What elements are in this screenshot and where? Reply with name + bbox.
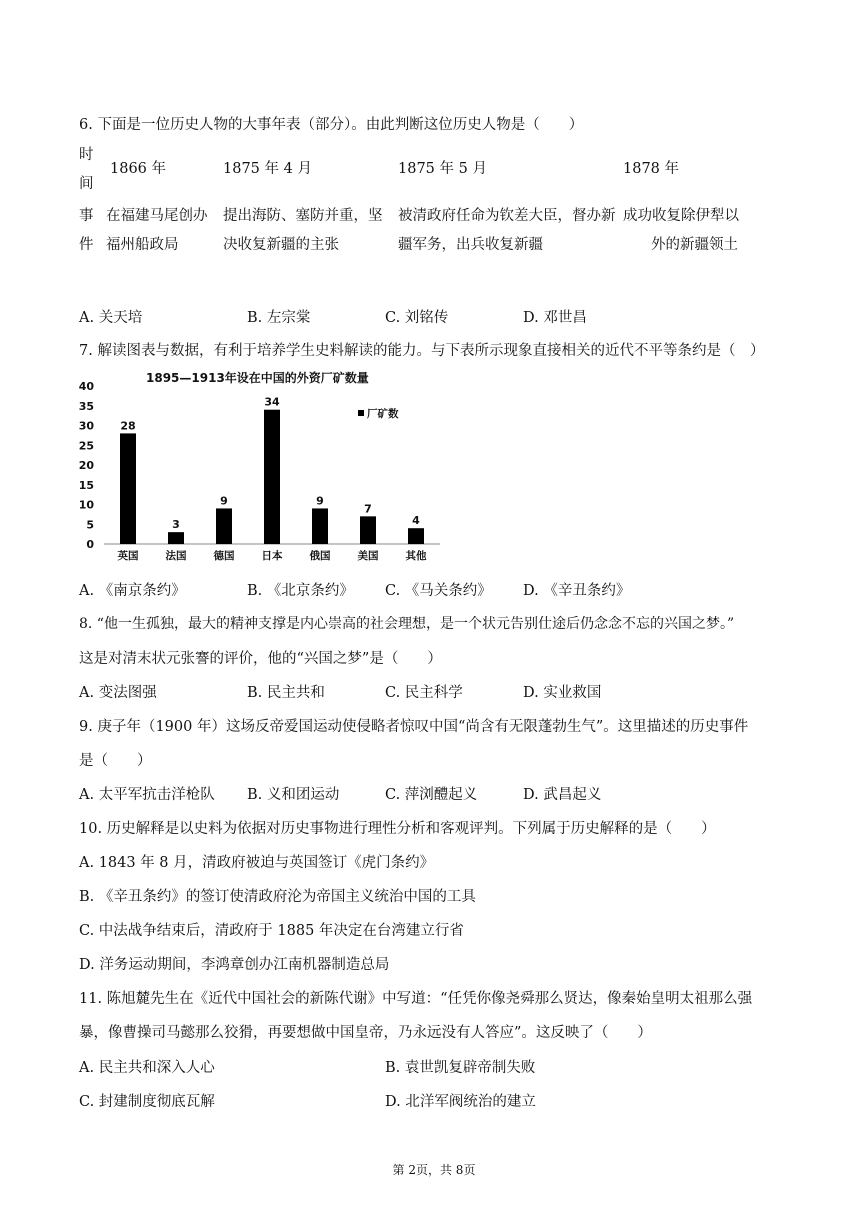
data-label-5: 9 bbox=[316, 494, 324, 508]
data-label-2: 3 bbox=[172, 518, 180, 532]
data-label-1: 28 bbox=[120, 419, 136, 433]
table-label-event-1: 事 bbox=[79, 208, 94, 224]
q6-option-b[interactable]: B. 左宗棠 bbox=[247, 310, 311, 326]
q7-option-b[interactable]: B. 《北京条约》 bbox=[247, 583, 354, 599]
x-tick-label-7: 其他 bbox=[405, 550, 427, 562]
x-tick-label-6: 美国 bbox=[357, 550, 379, 562]
q9-option-a[interactable]: A. 太平军抗击洋枪队 bbox=[79, 787, 215, 803]
x-tick-label-3: 德国 bbox=[213, 550, 235, 562]
q8-option-c[interactable]: C. 民主科学 bbox=[385, 685, 463, 701]
x-tick-label-4: 日本 bbox=[261, 550, 283, 562]
q11-stem-line-2: 暴，像曹操司马懿那么狡猾，再要想做中国皇帝，乃永远没有人答应”。这反映了（ ） bbox=[79, 1025, 652, 1041]
q10-option-c[interactable]: C. 中法战争结束后，清政府于 1885 年决定在台湾建立行省 bbox=[79, 923, 464, 939]
table-time-1: 1866 年 bbox=[110, 161, 167, 177]
q8-option-a[interactable]: A. 变法图强 bbox=[79, 685, 157, 701]
q6-option-c[interactable]: C. 刘铭传 bbox=[385, 310, 449, 326]
q9-stem-line-2: 是（ ） bbox=[79, 753, 152, 769]
y-tick-label: 5 bbox=[86, 518, 94, 532]
q6-option-a[interactable]: A. 关天培 bbox=[79, 310, 143, 326]
foreign-factories-bar-chart bbox=[76, 368, 446, 568]
table-time-3: 1875 年 5 月 bbox=[398, 161, 487, 177]
q7-stem: 7. 解读图表与数据，有利于培养学生史料解读的能力。与下表所示现象直接相关的近代不平等条约是（ ） bbox=[79, 343, 765, 359]
data-label-3: 9 bbox=[220, 494, 228, 508]
q9-option-c[interactable]: C. 萍浏醴起义 bbox=[385, 787, 478, 803]
x-tick-label-2: 法国 bbox=[165, 550, 187, 562]
q11-option-a[interactable]: A. 民主共和深入人心 bbox=[79, 1060, 215, 1076]
q8-stem-line-2: 这是对清末状元张謇的评价，他的“兴国之梦”是（ ） bbox=[79, 651, 442, 667]
legend-swatch bbox=[358, 410, 364, 416]
table-label-time-1: 时 bbox=[79, 147, 94, 163]
y-tick-label: 0 bbox=[86, 538, 94, 551]
bar-1 bbox=[120, 433, 136, 544]
y-tick-label: 30 bbox=[78, 419, 94, 433]
table-event-1-line-1: 在福建马尾创办 bbox=[106, 208, 208, 224]
table-time-2: 1875 年 4 月 bbox=[223, 161, 312, 177]
bar-6 bbox=[360, 516, 376, 544]
bar-2 bbox=[168, 532, 184, 544]
y-tick-label: 35 bbox=[78, 399, 94, 413]
table-time-4: 1878 年 bbox=[623, 161, 680, 177]
q7-option-a[interactable]: A. 《南京条约》 bbox=[79, 583, 186, 599]
table-event-3-line-1: 被清政府任命为钦差大臣，督办新 bbox=[398, 208, 616, 224]
data-label-6: 7 bbox=[364, 502, 372, 516]
q7-option-d[interactable]: D. 《辛丑条约》 bbox=[523, 583, 631, 599]
bar-4 bbox=[264, 410, 280, 544]
y-tick-label: 40 bbox=[78, 380, 94, 393]
q11-option-d[interactable]: D. 北洋军阀统治的建立 bbox=[385, 1094, 536, 1110]
q8-option-b[interactable]: B. 民主共和 bbox=[247, 685, 325, 701]
y-tick-label: 10 bbox=[78, 498, 94, 512]
x-tick-label-1: 英国 bbox=[117, 550, 139, 562]
data-label-7: 4 bbox=[412, 514, 420, 528]
q6-option-d[interactable]: D. 邓世昌 bbox=[523, 310, 587, 326]
data-label-4: 34 bbox=[264, 395, 280, 409]
q7-option-c[interactable]: C. 《马关条约》 bbox=[385, 583, 492, 599]
y-tick-label: 20 bbox=[78, 459, 94, 472]
q10-option-d[interactable]: D. 洋务运动期间，李鸿章创办江南机器制造总局 bbox=[79, 957, 390, 973]
table-event-4-line-2: 外的新疆领土 bbox=[651, 237, 738, 253]
q10-option-b[interactable]: B. 《辛丑条约》的签订使清政府沦为帝国主义统治中国的工具 bbox=[79, 889, 476, 905]
table-event-3-line-2: 疆军务，出兵收复新疆 bbox=[398, 237, 543, 253]
page-footer: 第 2页，共 8页 bbox=[392, 1163, 476, 1177]
table-event-2-line-1: 提出海防、塞防并重，坚 bbox=[223, 208, 383, 224]
q9-option-d[interactable]: D. 武昌起义 bbox=[523, 787, 602, 803]
q6-stem: 6. 下面是一位历史人物的大事年表（部分）。由此判断这位历史人物是（ ） bbox=[79, 117, 584, 133]
q9-stem-line-1: 9. 庚子年（1900 年）这场反帝爱国运动使侵略者惊叹中国“尚含有无限蓬勃生气”。这里描述的历史事件 bbox=[79, 719, 749, 735]
bar-7 bbox=[408, 528, 424, 544]
x-tick-label-5: 俄国 bbox=[309, 550, 331, 562]
y-tick-label: 25 bbox=[78, 439, 94, 453]
table-label-event-2: 件 bbox=[79, 237, 94, 253]
q9-option-b[interactable]: B. 义和团运动 bbox=[247, 787, 340, 803]
q11-option-c[interactable]: C. 封建制度彻底瓦解 bbox=[79, 1094, 215, 1110]
bar-3 bbox=[216, 508, 232, 544]
legend-label: 厂矿数 bbox=[367, 408, 399, 420]
q8-stem-line-1: 8. “他一生孤独，最大的精神支撑是内心崇高的社会理想，是一个状元告别仕途后仍念念不忘的兴国之梦。” bbox=[79, 616, 735, 632]
q11-stem-line-1: 11. 陈旭麓先生在《近代中国社会的新陈代谢》中写道：“任凭你像尧舜那么贤达，像秦始皇明太祖那么强 bbox=[79, 991, 753, 1007]
y-tick-label: 15 bbox=[78, 478, 94, 492]
bar-5 bbox=[312, 508, 328, 544]
q11-option-b[interactable]: B. 袁世凯复辟帝制失败 bbox=[385, 1060, 536, 1076]
q10-stem: 10. 历史解释是以史料为依据对历史事物进行理性分析和客观评判。下列属于历史解释的是（ ） bbox=[79, 821, 716, 837]
q8-option-d[interactable]: D. 实业救国 bbox=[523, 685, 602, 701]
q10-option-a[interactable]: A. 1843 年 8 月，清政府被迫与英国签订《虎门条约》 bbox=[79, 855, 435, 871]
chart-title: 1895—1913年设在中国的外资厂矿数量 bbox=[146, 371, 369, 385]
table-label-time-2: 间 bbox=[79, 176, 94, 192]
table-event-2-line-2: 决收复新疆的主张 bbox=[223, 237, 339, 253]
table-event-1-line-2: 福州船政局 bbox=[106, 237, 179, 253]
table-event-4-line-1: 成功收复除伊犁以 bbox=[623, 208, 739, 224]
